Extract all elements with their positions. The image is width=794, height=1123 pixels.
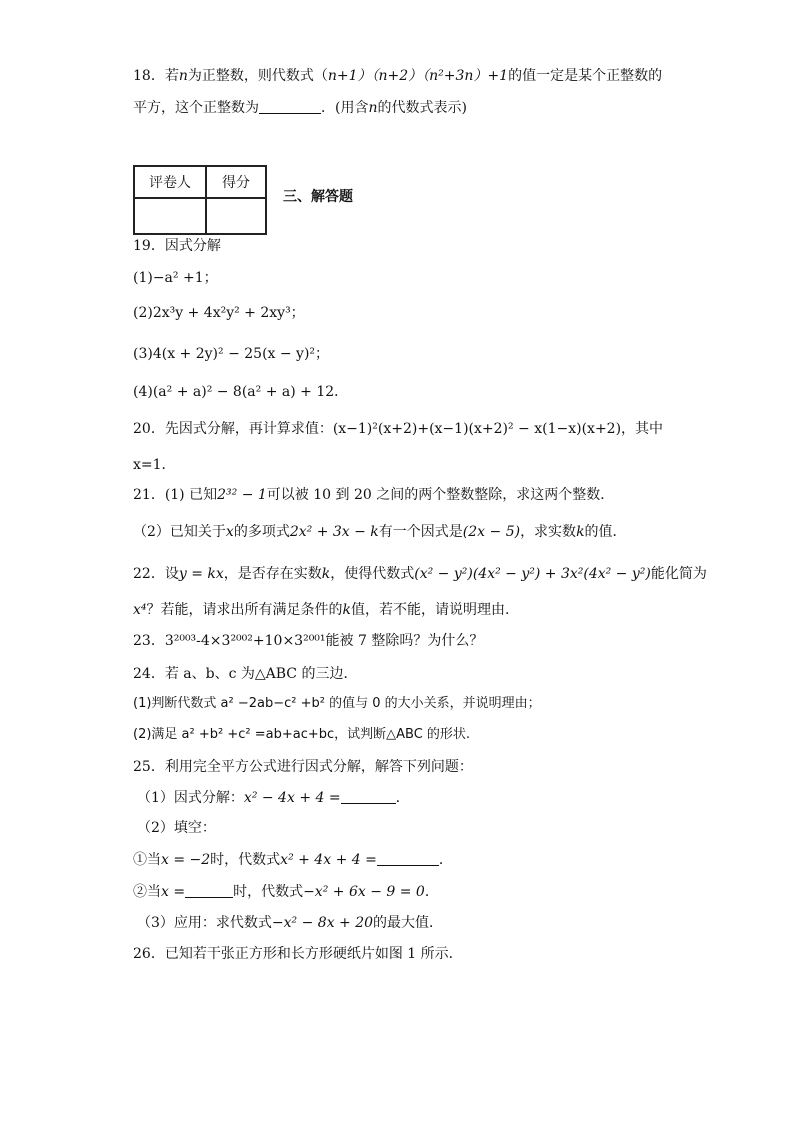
answer-blank[interactable] [185,883,233,898]
q24-part2: (2)满足 a² +b² +c² =ab+ac+bc，试判断△ABC 的形状. [133,727,471,742]
q19-part2: (2)2x³y + 4x²y² + 2xy³； [133,305,305,321]
q18-line2: 平方，这个正整数为 ．(用含n的代数式表示) [133,100,467,116]
q26-line: 26．已知若干张正方形和长方形硬纸片如图 1 所示． [133,946,463,962]
q24-part1: (1)判断代数式 a² −2ab−c² +b² 的值与 0 的大小关系，并说明理由； [133,696,541,711]
q23-line: 23．3²⁰⁰³-4×3²⁰⁰²+10×3²⁰⁰¹能被 7 整除吗？为什么？ [133,633,484,649]
q25-part3: （3）应用：求代数式−x² − 8x + 20的最大值． [137,915,444,931]
score-table-cell-score[interactable] [206,198,266,234]
q25-part2-title: （2）填空： [137,820,216,836]
q25-title: 25．利用完全平方公式进行因式分解，解答下列问题： [133,759,473,775]
answer-blank[interactable] [377,851,439,866]
q21-line2: （2）已知关于x的多项式2x² + 3x − k有一个因式是(2x − 5)，求实数k的值． [133,524,627,540]
q19-part3: (3)4(x + 2y)² − 25(x − y)²； [133,346,330,362]
answer-blank[interactable] [341,789,396,804]
q19-part4: (4)(a² + a)² − 8(a² + a) + 12． [133,384,349,400]
q18-line1: 18．若n为正整数，则代数式（n+1）（n+2）（n²+3n）+1的值一定是某个正整数的 [133,68,663,84]
q19-title: 19．因式分解 [133,238,221,254]
score-table [133,165,267,235]
q20-line2: x=1． [133,457,176,473]
score-table-header-grader: 评卷人 [134,166,206,198]
answer-blank[interactable] [259,99,321,114]
circled-number-2: ② [133,884,147,900]
section-title: 三、解答题 [283,189,353,205]
score-table-header-score: 得分 [206,166,266,198]
q25-part2b: ②当x = 时，代数式−x² + 6x − 9 = 0． [133,884,439,900]
q22-line1: 22．设y = kx，是否存在实数k，使得代数式(x² − y²)(4x² − y²) + 3x²(4x² − y²)能化简为 [133,566,707,582]
q21-line1: 21．(1) 已知2³² − 1可以被 10 到 20 之间的两个整数整除，求这两个整数． [133,487,615,503]
q19-part1: (1)−a² +1； [133,270,218,286]
q20-line1: 20．先因式分解，再计算求值：(x−1)²(x+2)+(x−1)(x+2)² − x(1−x)(x+2)，其中 [133,421,664,437]
circled-number-1: ① [133,852,147,868]
q24-title: 24．若 a、b、c 为△ABC 的三边． [133,666,358,682]
q25-part2a: ①当x = −2时，代数式x² + 4x + 4 = ． [133,852,453,868]
q22-line2: x⁴？若能，请求出所有满足条件的k值，若不能，请说明理由. [133,602,510,618]
q25-part1: （1）因式分解：x² − 4x + 4 = . [137,790,401,806]
score-table-cell-grader[interactable] [134,198,206,234]
